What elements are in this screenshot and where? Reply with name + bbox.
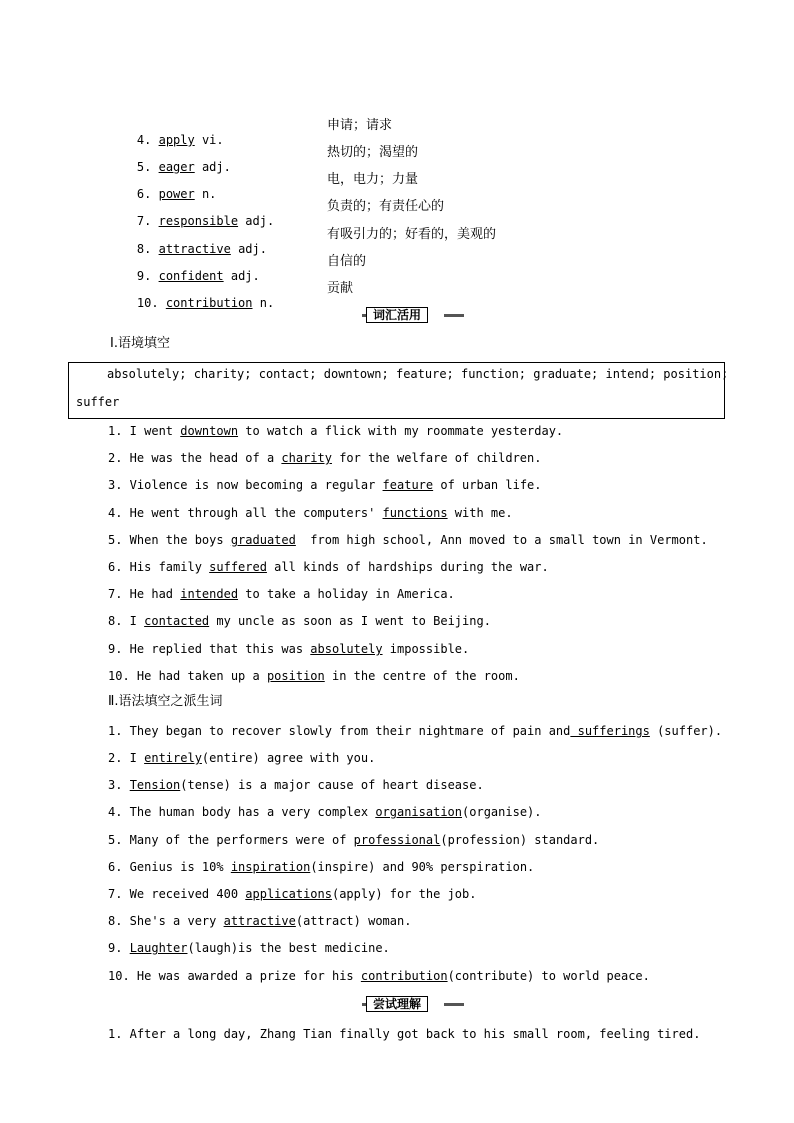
answer: inspiration: [230, 860, 311, 874]
exercise-item: 8. She's a very attractive(attract) woman.: [108, 914, 412, 928]
vocab-meaning: 电，电力；力量: [327, 172, 419, 187]
banner-title: 词汇活用: [366, 307, 428, 323]
exercise-item: 5. Many of the performers were of professional(profession) standard.: [108, 833, 600, 847]
answer: Laughter: [129, 941, 188, 955]
vocab-word: eager: [158, 160, 195, 174]
vocab-word: attractive: [158, 242, 231, 256]
answer: downtown: [180, 424, 239, 438]
word-bank-box: [68, 362, 729, 419]
vocab-meaning: 有吸引力的；好看的，美观的: [327, 227, 497, 242]
vocab-meaning: 自信的: [327, 254, 367, 269]
vocab-meaning: 贡献: [327, 281, 354, 296]
vocab-item: 6. power n.: [136, 187, 217, 201]
answer: Tension: [129, 778, 181, 792]
answer: applications: [245, 887, 332, 901]
answer: intended: [180, 587, 239, 601]
section-banner: [0, 995, 794, 1013]
banner-title: 尝试理解: [366, 996, 428, 1012]
vocab-meaning: 热切的；渴望的: [327, 145, 419, 160]
vocab-word: apply: [158, 133, 195, 147]
exercise-item: 1. They began to recover slowly from their nightmare of pain and sufferings (suffer).: [108, 724, 723, 738]
exercise-item: 7. He had intended to take a holiday in America.: [108, 587, 455, 601]
vocab-word: responsible: [158, 214, 239, 228]
answer: sufferings: [570, 724, 650, 738]
exercise-item: 3. Violence is now becoming a regular feature of urban life.: [108, 478, 542, 492]
answer: graduated: [230, 533, 296, 547]
comprehension-line: 1. After a long day, Zhang Tian finally got back to his small room, feeling tired.: [108, 1027, 701, 1041]
exercise-item: 6. His family suffered all kinds of hardships during the war.: [108, 560, 549, 574]
exercise-item: 5. When the boys graduated from high school, Ann moved to a small town in Vermont.: [108, 533, 708, 547]
vocab-item: 4. apply vi.: [136, 133, 224, 147]
answer: position: [266, 669, 325, 683]
answer: charity: [281, 451, 332, 465]
answer: feature: [382, 478, 434, 492]
answer: contacted: [144, 614, 210, 628]
exercise-item: 10. He was awarded a prize for his contribution(contribute) to world peace.: [108, 969, 650, 983]
exercise-item: 10. He had taken up a position in the centre of the room.: [108, 669, 520, 683]
exercise-item: 6. Genius is 10% inspiration(inspire) and 90% perspiration.: [108, 860, 535, 874]
vocab-item: 10. contribution n.: [136, 296, 275, 310]
answer: professional: [353, 833, 441, 847]
exercise-item: 9. Laughter(laugh)is the best medicine.: [108, 941, 390, 955]
vocab-item: 9. confident adj.: [136, 269, 260, 283]
section-title: Ⅱ.语法填空之派生词: [108, 694, 223, 709]
vocab-word: confident: [158, 269, 224, 283]
vocab-meaning: 负责的；有责任心的: [327, 199, 445, 214]
answer: suffered: [209, 560, 267, 574]
exercise-item: 2. I entirely(entire) agree with you.: [108, 751, 376, 765]
exercise-item: 3. Tension(tense) is a major cause of heart disease.: [108, 778, 484, 792]
word-bank-line: suffer: [76, 395, 120, 409]
vocab-item: 8. attractive adj.: [136, 242, 267, 256]
section-title: Ⅰ.语境填空: [110, 336, 170, 351]
exercise-item: 7. We received 400 applications(apply) for the job.: [108, 887, 477, 901]
answer: entirely: [144, 751, 202, 765]
answer: absolutely: [310, 642, 383, 656]
banner-bar-right: [444, 1003, 464, 1006]
section-banner: [0, 306, 794, 324]
answer: contribution: [360, 969, 448, 983]
exercise-item: 1. I went downtown to watch a flick with my roommate yesterday.: [108, 424, 564, 438]
answer: functions: [382, 506, 448, 520]
exercise-item: 9. He replied that this was absolutely impossible.: [108, 642, 470, 656]
exercise-item: 4. He went through all the computers' functions with me.: [108, 506, 513, 520]
exercise-item: 4. The human body has a very complex organisation(organise).: [108, 805, 542, 819]
vocab-meaning: 申请；请求: [327, 118, 393, 133]
vocab-word: power: [158, 187, 195, 201]
vocab-item: 5. eager adj.: [136, 160, 231, 174]
exercise-item: 2. He was the head of a charity for the welfare of children.: [108, 451, 542, 465]
vocab-word: contribution: [165, 296, 253, 310]
answer: attractive: [223, 914, 296, 928]
word-bank-line: absolutely; charity; contact; downtown; feature; function; graduate; intend; position;: [107, 367, 729, 381]
answer: organisation: [375, 805, 463, 819]
vocab-item: 7. responsible adj.: [136, 214, 275, 228]
exercise-item: 8. I contacted my uncle as soon as I went to Beijing.: [108, 614, 491, 628]
banner-bar-right: [444, 314, 464, 317]
